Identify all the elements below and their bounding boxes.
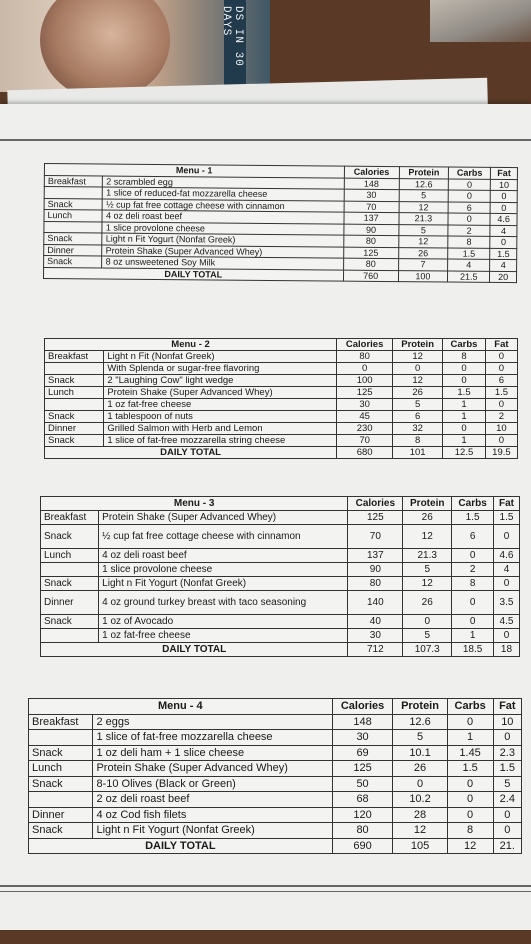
meal-category: Snack	[29, 745, 93, 761]
calories-value: 50	[332, 776, 393, 792]
dvd-cover-photo	[40, 0, 170, 92]
calories-value: 90	[348, 562, 403, 576]
food-item: 1 slice of fat-free mozzarella string cheese	[104, 435, 337, 447]
meal-category: Lunch	[45, 387, 104, 399]
carbs-value: 6	[448, 202, 490, 214]
menu-header-row	[29, 699, 522, 715]
protein-value: 21.3	[399, 213, 448, 225]
total-fat: 19.5	[485, 447, 517, 459]
total-calories: 760	[343, 270, 398, 282]
carbs-value: 0	[452, 590, 494, 614]
fat-value: 0	[493, 525, 519, 549]
calories-value: 125	[343, 247, 398, 259]
protein-value: 10.1	[393, 745, 447, 761]
fat-header: Fat	[491, 167, 518, 179]
calories-value: 70	[348, 525, 403, 549]
food-row	[29, 792, 522, 808]
meal-category	[41, 562, 99, 576]
protein-value: 7	[398, 259, 447, 271]
meal-category: Breakfast	[45, 351, 104, 363]
calories-value: 120	[332, 807, 393, 823]
page-top-rule	[0, 139, 531, 141]
meal-category: Snack	[41, 525, 99, 549]
meal-category: Snack	[45, 375, 104, 387]
fat-value: 0	[491, 190, 518, 202]
food-item: 4 oz deli roast beef	[102, 210, 343, 224]
calories-value: 70	[337, 435, 393, 447]
fat-value: 4.5	[493, 614, 519, 628]
food-item: 1 slice provolone cheese	[102, 222, 343, 236]
meal-category: Snack	[44, 256, 103, 268]
daily-total-row	[45, 447, 518, 459]
food-row	[41, 614, 520, 628]
meal-category: Dinner	[41, 590, 99, 614]
meal-category: Dinner	[45, 423, 104, 435]
calories-value: 125	[348, 511, 403, 525]
protein-value: 26	[393, 387, 443, 399]
carbs-value: 2	[448, 225, 490, 237]
food-row	[41, 511, 520, 525]
fat-value: 4.6	[493, 548, 519, 562]
calories-value: 80	[348, 576, 403, 590]
menu-title: Menu - 2	[45, 339, 337, 351]
fat-value: 5	[493, 776, 521, 792]
meal-category: Dinner	[29, 807, 93, 823]
total-carbs: 12	[447, 838, 493, 854]
carbs-value: 0	[447, 714, 493, 730]
fat-value: 2.3	[493, 745, 521, 761]
fat-value: 2	[485, 411, 517, 423]
daily-total-label: DAILY TOTAL	[45, 447, 337, 459]
protein-value: 6	[393, 411, 443, 423]
dvd-case	[0, 0, 270, 92]
total-calories: 712	[348, 642, 403, 656]
total-carbs: 21.5	[448, 271, 490, 283]
food-item: Protein Shake (Super Advanced Whey)	[104, 387, 337, 399]
fat-header: Fat	[493, 699, 521, 715]
meal-category: Snack	[29, 823, 93, 839]
food-row	[45, 423, 518, 435]
food-item: 2 oz deli roast beef	[93, 792, 332, 808]
menu-title: Menu - 4	[29, 699, 333, 715]
carbs-value: 0	[443, 423, 486, 435]
protein-header: Protein	[393, 339, 443, 351]
fat-value: 0	[493, 730, 521, 746]
calories-header: Calories	[348, 497, 403, 511]
meal-category: Snack	[44, 198, 103, 210]
carbs-value: 8	[452, 576, 494, 590]
food-item: 1 slice of fat-free mozzarella cheese	[93, 730, 332, 746]
food-item: ½ cup fat free cottage cheese with cinnamon	[99, 525, 348, 549]
carbs-value: 1	[447, 730, 493, 746]
food-row	[45, 387, 518, 399]
food-item: 4 oz ground turkey breast with taco seasoning	[99, 590, 348, 614]
protein-value: 0	[393, 363, 443, 375]
fat-header: Fat	[493, 497, 519, 511]
menu-1-table	[43, 163, 518, 283]
meal-category	[29, 792, 93, 808]
food-item: Light n Fit (Nonfat Greek)	[104, 351, 337, 363]
protein-value: 12	[393, 823, 447, 839]
carbs-value: 8	[448, 236, 490, 248]
fat-value: 0	[485, 435, 517, 447]
meal-category	[44, 221, 103, 233]
meal-category	[29, 730, 93, 746]
fat-value: 4.6	[490, 213, 517, 225]
food-item: Protein Shake (Super Advanced Whey)	[102, 245, 343, 259]
total-protein: 100	[398, 270, 447, 282]
food-item: 1 oz of Avocado	[99, 614, 348, 628]
calories-value: 148	[344, 178, 399, 190]
total-protein: 101	[393, 447, 443, 459]
carbs-value: 1.5	[452, 511, 494, 525]
protein-header: Protein	[399, 167, 448, 179]
protein-value: 0	[403, 614, 452, 628]
calories-value: 30	[344, 189, 399, 201]
carbs-header: Carbs	[447, 699, 493, 715]
food-item: 2 eggs	[93, 714, 332, 730]
daily-total-row	[41, 642, 520, 656]
menu-header-row	[45, 339, 518, 351]
food-row	[29, 761, 522, 777]
meal-category: Snack	[41, 614, 99, 628]
total-protein: 107.3	[403, 642, 452, 656]
protein-value: 8	[393, 435, 443, 447]
carbs-value: 0	[448, 213, 490, 225]
menu-header-row	[41, 497, 520, 511]
fat-value: 0	[493, 628, 519, 642]
calories-value: 140	[348, 590, 403, 614]
carbs-value: 0	[443, 363, 486, 375]
calories-header: Calories	[344, 166, 399, 178]
food-item: 1 oz deli ham + 1 slice cheese	[93, 745, 332, 761]
calories-header: Calories	[337, 339, 393, 351]
food-row	[41, 525, 520, 549]
daily-total-label: DAILY TOTAL	[43, 267, 343, 281]
calories-value: 0	[337, 363, 393, 375]
food-item: 2 scrambled egg	[103, 176, 344, 190]
calories-value: 125	[332, 761, 393, 777]
food-item: 1 oz fat-free cheese	[99, 628, 348, 642]
meal-category	[41, 628, 99, 642]
food-item: Light n Fit Yogurt (Nonfat Greek)	[99, 576, 348, 590]
calories-value: 45	[337, 411, 393, 423]
carbs-value: 1	[443, 435, 486, 447]
meal-category: Dinner	[44, 244, 103, 256]
menu-title: Menu - 1	[44, 164, 344, 178]
carbs-value: 0	[447, 792, 493, 808]
protein-value: 26	[403, 590, 452, 614]
meal-category: Lunch	[29, 761, 93, 777]
meal-category: Breakfast	[29, 714, 93, 730]
page-bottom-rule-2	[0, 891, 531, 892]
fat-value: 10	[485, 423, 517, 435]
menu-title: Menu - 3	[41, 497, 348, 511]
carbs-value: 8	[443, 351, 486, 363]
daily-total-label: DAILY TOTAL	[41, 642, 348, 656]
total-carbs: 12.5	[443, 447, 486, 459]
calories-value: 70	[344, 201, 399, 213]
food-row	[45, 375, 518, 387]
calories-value: 80	[343, 235, 398, 247]
total-protein: 105	[393, 838, 447, 854]
meal-category: Breakfast	[41, 511, 99, 525]
food-item: Light n Fit Yogurt (Nonfat Greek)	[93, 823, 332, 839]
food-row	[29, 714, 522, 730]
calories-value: 230	[337, 423, 393, 435]
protein-value: 0	[393, 776, 447, 792]
food-row	[29, 730, 522, 746]
carbs-value: 0	[452, 548, 494, 562]
fat-value: 0	[493, 807, 521, 823]
calories-value: 80	[332, 823, 393, 839]
food-row	[45, 351, 518, 363]
menu-3-table	[40, 496, 520, 657]
food-item: 4 oz Cod fish filets	[93, 807, 332, 823]
carbs-value: 0	[448, 179, 490, 191]
fat-value: 0	[485, 351, 517, 363]
protein-value: 21.3	[403, 548, 452, 562]
meal-category: Lunch	[44, 210, 103, 222]
food-row	[41, 576, 520, 590]
protein-value: 12	[393, 351, 443, 363]
fat-value: 3.5	[493, 590, 519, 614]
food-row	[41, 590, 520, 614]
calories-value: 80	[337, 351, 393, 363]
meal-category: Lunch	[41, 548, 99, 562]
carbs-value: 0	[452, 614, 494, 628]
meal-category: Snack	[45, 411, 104, 423]
food-item: Protein Shake (Super Advanced Whey)	[93, 761, 332, 777]
dvd-spine-text: DS IN 30 DAYS	[220, 6, 244, 67]
food-item: 2 "Laughing Cow" light wedge	[104, 375, 337, 387]
total-carbs: 18.5	[452, 642, 494, 656]
food-row	[45, 399, 518, 411]
food-item: 4 oz deli roast beef	[99, 548, 348, 562]
total-fat: 21.	[493, 838, 521, 854]
protein-value: 26	[393, 761, 447, 777]
food-item: Light n Fit Yogurt (Nonfat Greek)	[102, 233, 343, 247]
food-item: 8 oz unsweetened Soy Milk	[102, 256, 343, 270]
fat-value: 2.4	[493, 792, 521, 808]
protein-header: Protein	[403, 497, 452, 511]
carbs-header: Carbs	[452, 497, 494, 511]
protein-value: 5	[403, 628, 452, 642]
protein-value: 5	[403, 562, 452, 576]
protein-value: 5	[399, 190, 448, 202]
food-row	[29, 823, 522, 839]
fat-value: 0	[485, 399, 517, 411]
carbs-header: Carbs	[443, 339, 486, 351]
calories-header: Calories	[332, 699, 393, 715]
protein-header: Protein	[393, 699, 447, 715]
protein-value: 12	[399, 201, 448, 213]
carbs-header: Carbs	[448, 167, 490, 179]
menu-2-table	[44, 338, 518, 459]
plastic-bag	[430, 0, 531, 42]
carbs-value: 1.5	[448, 248, 490, 260]
daily-total-label: DAILY TOTAL	[29, 838, 333, 854]
protein-value: 5	[399, 224, 448, 236]
fat-value: 1.5	[493, 761, 521, 777]
protein-value: 12	[399, 236, 448, 248]
calories-value: 100	[337, 375, 393, 387]
calories-value: 80	[343, 258, 398, 270]
protein-value: 12.6	[399, 178, 448, 190]
fat-value: 10	[491, 179, 518, 191]
fat-value: 0	[485, 363, 517, 375]
protein-value: 28	[393, 807, 447, 823]
protein-value: 12	[403, 576, 452, 590]
calories-value: 137	[348, 548, 403, 562]
calories-value: 90	[343, 224, 398, 236]
protein-value: 12	[393, 375, 443, 387]
fat-value: 1.5	[493, 511, 519, 525]
total-calories: 690	[332, 838, 393, 854]
food-row	[45, 435, 518, 447]
total-fat: 18	[493, 642, 519, 656]
carbs-value: 1	[452, 628, 494, 642]
total-fat: 20	[490, 271, 517, 283]
protein-value: 32	[393, 423, 443, 435]
protein-value: 5	[393, 730, 447, 746]
food-row	[45, 363, 518, 375]
carbs-value: 1.5	[447, 761, 493, 777]
fat-value: 4	[490, 225, 517, 237]
food-item: With Splenda or sugar-free flavoring	[104, 363, 337, 375]
carbs-value: 8	[447, 823, 493, 839]
carbs-value: 4	[448, 259, 490, 271]
fat-value: 4	[490, 259, 517, 271]
total-calories: 680	[337, 447, 393, 459]
food-item: Grilled Salmon with Herb and Lemon	[104, 423, 337, 435]
food-row	[29, 776, 522, 792]
meal-category	[44, 187, 103, 199]
protein-value: 12	[403, 525, 452, 549]
meal-category: Breakfast	[44, 175, 103, 187]
protein-value: 26	[398, 247, 447, 259]
carbs-value: 0	[443, 375, 486, 387]
fat-header: Fat	[485, 339, 517, 351]
meal-category	[45, 363, 104, 375]
food-item: 8-10 Olives (Black or Green)	[93, 776, 332, 792]
food-row	[41, 548, 520, 562]
meal-category: Snack	[45, 435, 104, 447]
fat-value: 0	[490, 202, 517, 214]
fat-value: 0	[493, 576, 519, 590]
protein-value: 26	[403, 511, 452, 525]
calories-value: 30	[337, 399, 393, 411]
meal-category	[45, 399, 104, 411]
carbs-value: 0	[447, 776, 493, 792]
carbs-value: 0	[448, 190, 490, 202]
fat-value: 0	[490, 236, 517, 248]
food-item: 1 oz fat-free cheese	[104, 399, 337, 411]
carbs-value: 1	[443, 411, 486, 423]
calories-value: 30	[332, 730, 393, 746]
daily-total-row	[29, 838, 522, 854]
fat-value: 4	[493, 562, 519, 576]
calories-value: 40	[348, 614, 403, 628]
fat-value: 6	[485, 375, 517, 387]
food-item: 1 tablespoon of nuts	[104, 411, 337, 423]
food-row	[29, 807, 522, 823]
food-row	[29, 745, 522, 761]
calories-value: 69	[332, 745, 393, 761]
fat-value: 1.5	[490, 248, 517, 260]
protein-value: 5	[393, 399, 443, 411]
carbs-value: 6	[452, 525, 494, 549]
food-item: 1 slice provolone cheese	[99, 562, 348, 576]
food-item: Protein Shake (Super Advanced Whey)	[99, 511, 348, 525]
carbs-value: 0	[447, 807, 493, 823]
carbs-value: 1	[443, 399, 486, 411]
food-item: 1 slice of reduced-fat mozzarella cheese	[103, 187, 344, 201]
calories-value: 137	[343, 212, 398, 224]
calories-value: 125	[337, 387, 393, 399]
menu-4-table	[28, 698, 522, 854]
page-bottom-rule	[0, 885, 531, 887]
meal-category: Snack	[44, 233, 103, 245]
fat-value: 10	[493, 714, 521, 730]
calories-value: 148	[332, 714, 393, 730]
carbs-value: 1.45	[447, 745, 493, 761]
food-row	[41, 628, 520, 642]
protein-value: 10.2	[393, 792, 447, 808]
meal-category: Snack	[29, 776, 93, 792]
meal-category: Snack	[41, 576, 99, 590]
fat-value: 1.5	[485, 387, 517, 399]
fat-value: 0	[493, 823, 521, 839]
food-row	[45, 411, 518, 423]
calories-value: 30	[348, 628, 403, 642]
carbs-value: 1.5	[443, 387, 486, 399]
protein-value: 12.6	[393, 714, 447, 730]
carbs-value: 2	[452, 562, 494, 576]
calories-value: 68	[332, 792, 393, 808]
food-item: ½ cup fat free cottage cheese with cinnamon	[103, 199, 344, 213]
food-row	[41, 562, 520, 576]
